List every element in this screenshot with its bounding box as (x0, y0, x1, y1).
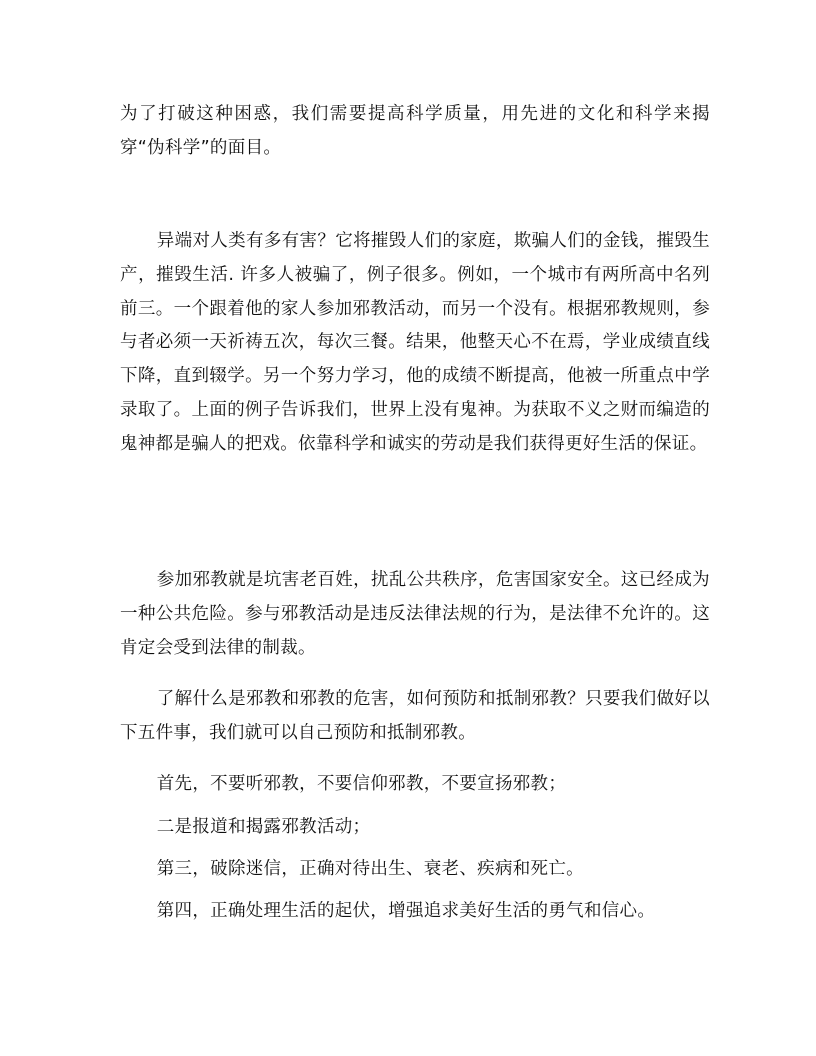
paragraph-harm-example: 异端对人类有多有害？它将摧毁人们的家庭，欺骗人们的金钱，摧毁生产，摧毁生活. 许多人被骗了，例子很多。例如，一个城市有两所高中名列前三。一个跟着他的家人参加邪教活动，而另一个没有。根据邪教规则，参与者必须一天祈祷五次，每次三餐。结果，他整天心不在焉，学业成绩直线下降，直到辍学。另一个努力学习，他的成绩不断提高，他被一所重点中学录取了。上面的例子告诉我们，世界上没有鬼神。为获取不义之财而编造的鬼神都是骗人的把戏。依靠科学和诚实的劳动是我们获得更好生活的保证。 (120, 231, 710, 454)
list-item-fourth: 第四，正确处理生活的起伏，增强追求美好生活的勇气和信心。 (156, 901, 656, 921)
paragraph-prevention: 了解什么是邪教和邪教的危害，如何预防和抵制邪教？只要我们做好以下五件事，我们就可以自己预防和抵制邪教。 (120, 689, 710, 743)
paragraph-intro: 为了打破这种困惑，我们需要提高科学质量，用先进的文化和科学来揭穿“伪科学”的面目。 (120, 104, 710, 158)
list-item-first: 首先，不要听邪教，不要信仰邪教，不要宣扬邪教； (156, 774, 567, 794)
list-item-third: 第三，破除迷信，正确对待出生、衰老、疾病和死亡。 (156, 859, 584, 879)
list-item-second: 二是报道和揭露邪教活动； (156, 817, 371, 837)
paragraph-legal: 参加邪教就是坑害老百姓，扰乱公共秩序，危害国家安全。这已经成为一种公共危险。参与邪教活动是违反法律法规的行为，是法律不允许的。这肯定会受到法律的制裁。 (120, 570, 710, 658)
